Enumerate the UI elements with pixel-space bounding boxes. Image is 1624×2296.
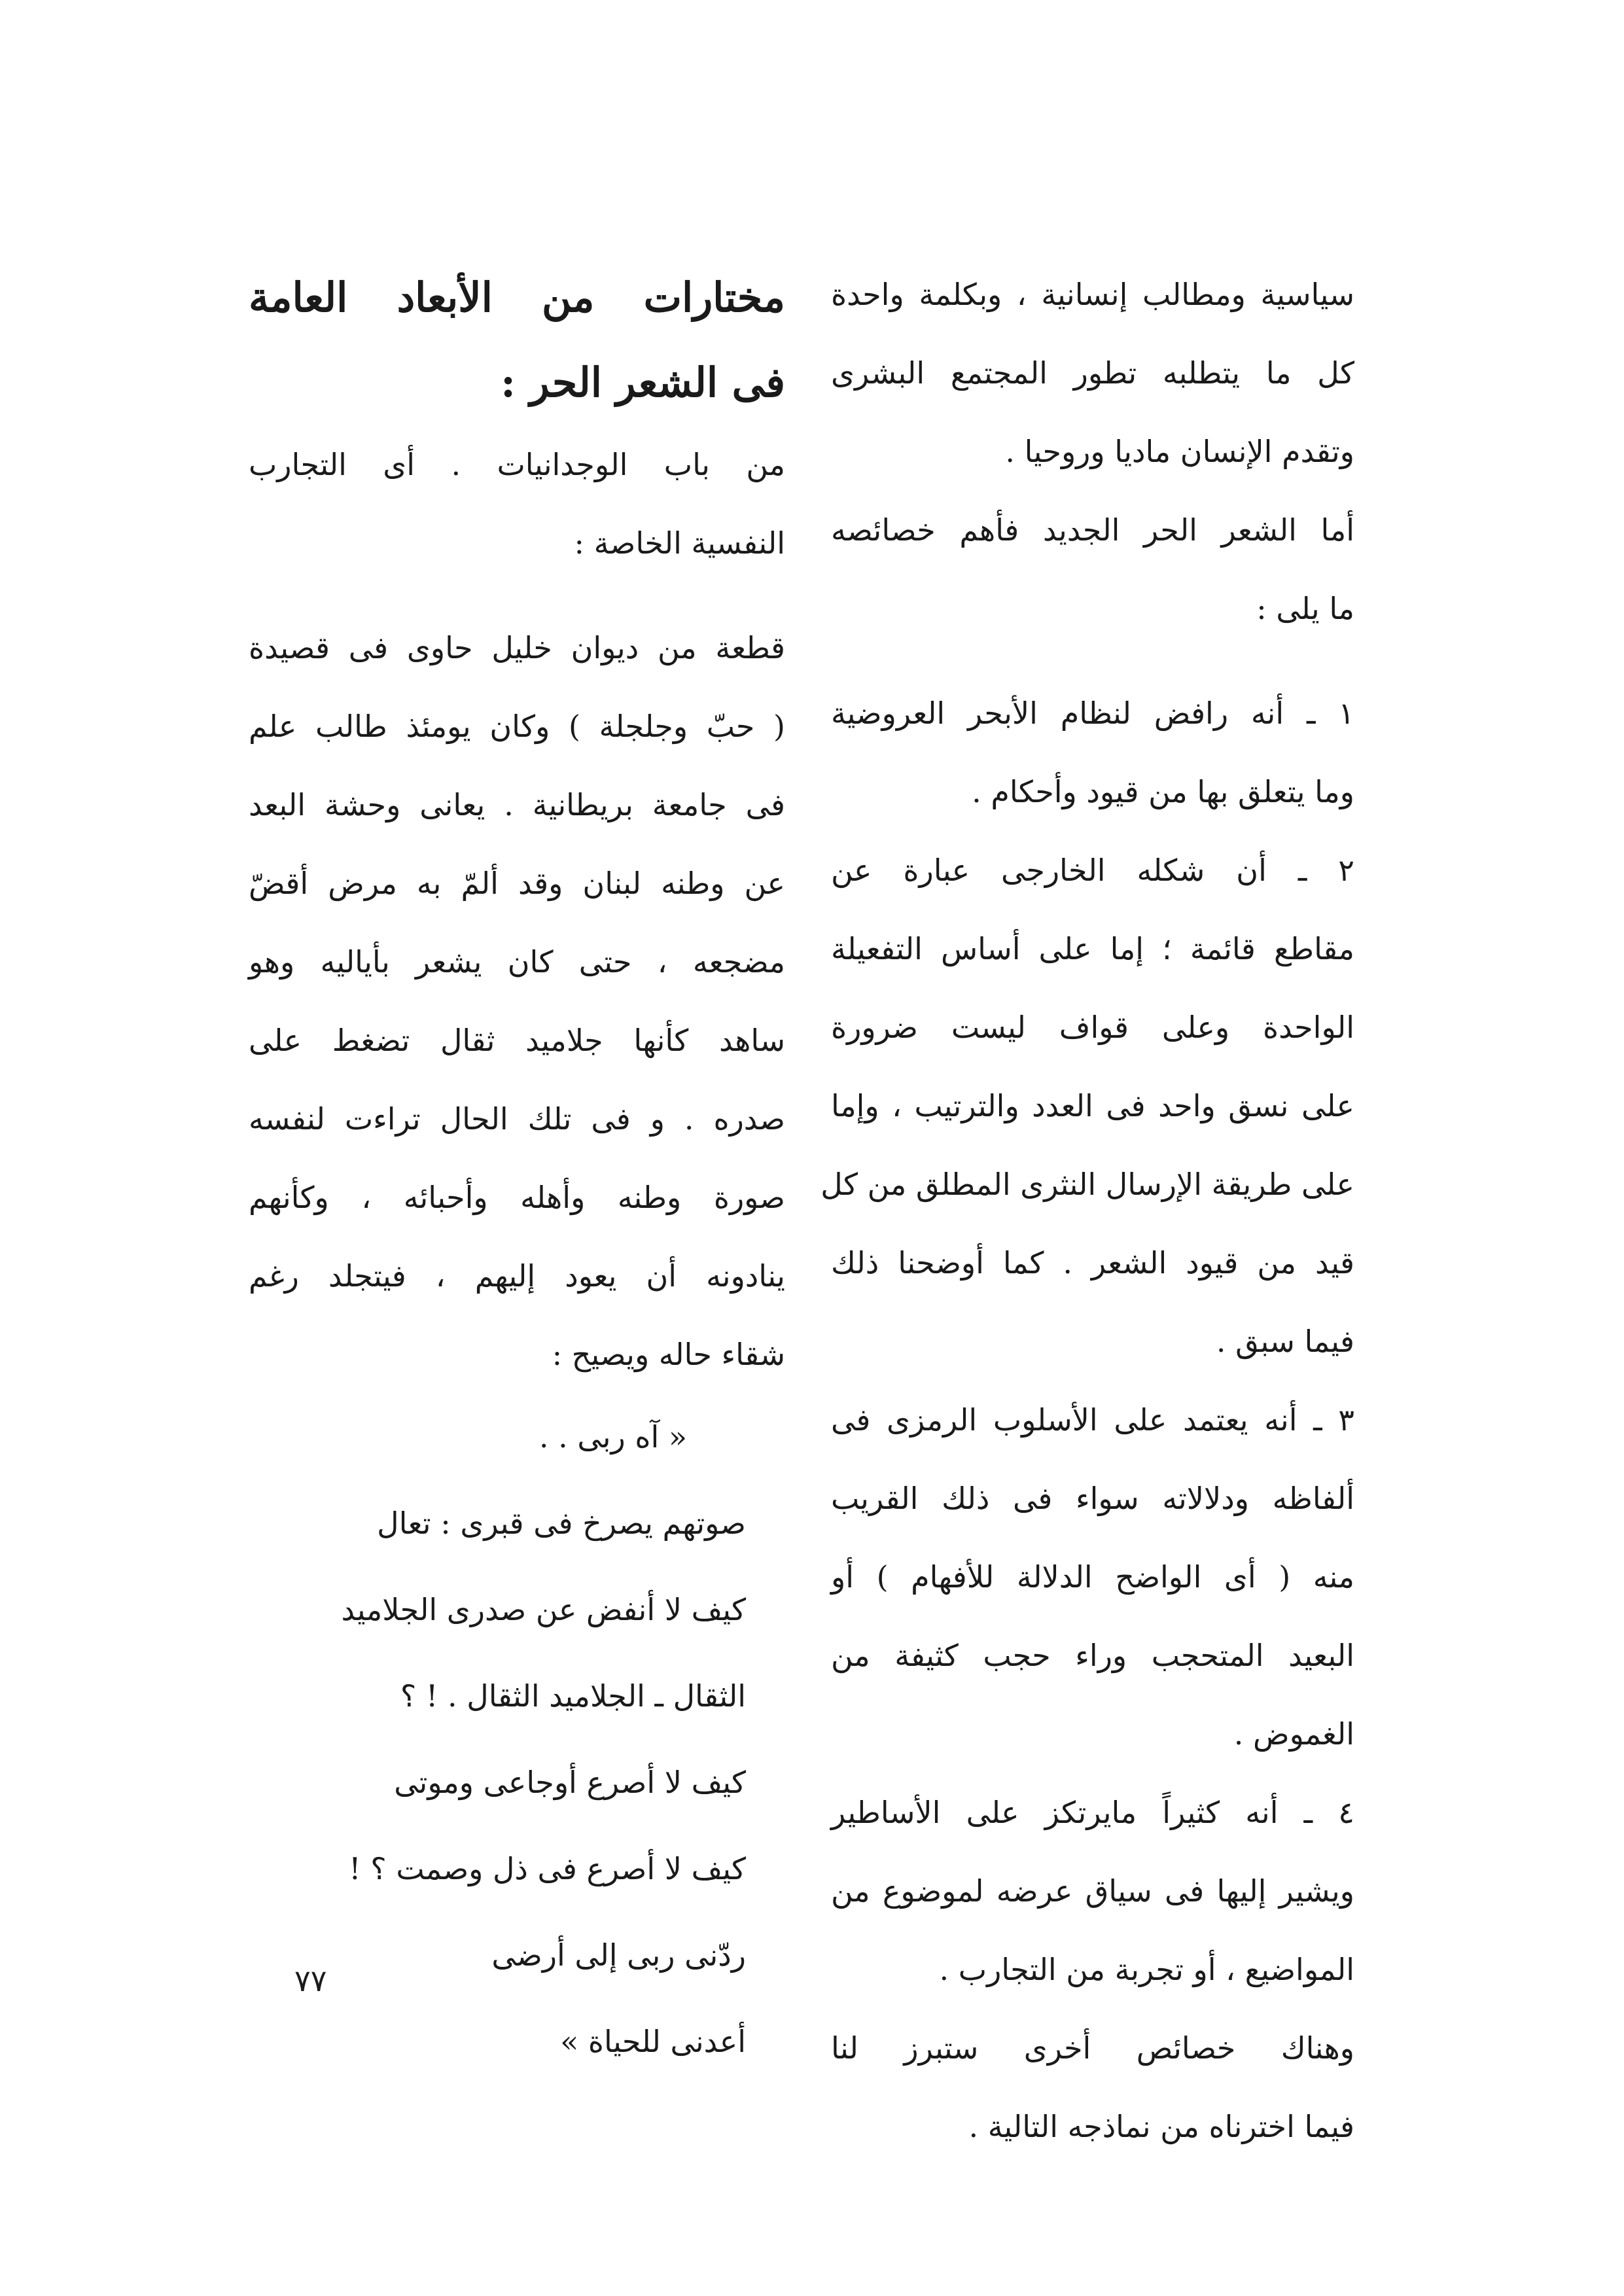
text-line: وما يتعلق بها من قيود وأحكام . [972, 774, 1354, 809]
text-line: فيما سبق . [1216, 1324, 1354, 1359]
text-line: سياسية ومطالب إنسانية ، وبكلمة واحدة [831, 277, 1354, 312]
paragraph [831, 1381, 1354, 1773]
paragraph [821, 831, 1354, 1381]
heading-line: مختارات من الأبعاد العامة [249, 274, 785, 321]
text-line: على نسق واحد فى العدد والترتيب ، وإما [831, 1088, 1354, 1123]
poem-verse: كيف لا أصرع أوجاعى وموتى [394, 1765, 746, 1800]
text-line: ينادونه أن يعود إليهم ، فيتجلد رغم [249, 1258, 785, 1294]
text-line: كل ما يتطلبه تطور المجتمع البشرى [831, 355, 1354, 391]
paragraph [831, 2009, 1354, 2166]
text-line: ٣ ـ أنه يعتمد على الأسلوب الرمزى فى [831, 1402, 1354, 1438]
poem-verse: كيف لا أنفض عن صدرى الجلاميد [341, 1592, 746, 1627]
paragraph [831, 255, 1354, 491]
poem-verse: صوتهم يصرخ فى قبرى : تعال [377, 1506, 746, 1541]
text-line: ما يلى : [1256, 591, 1354, 626]
heading-line: فى الشعر الحر : [501, 359, 785, 406]
text-line: الواحدة وعلى قواف ليست ضرورة [831, 1010, 1354, 1045]
text-line: وتقدم الإنسان ماديا وروحيا . [1005, 434, 1354, 469]
text-line: ويشير إليها فى سياق عرضه لموضوع من [831, 1873, 1354, 1909]
text-line: عن وطنه لبنان وقد ألمّ به مرض أقضّ [249, 866, 785, 901]
text-line: مقاطع قائمة ؛ إما على أساس التفعيلة [831, 931, 1354, 966]
paragraph [831, 1773, 1354, 2009]
poem-verse: ردّنى ربى إلى أرضى [491, 1937, 746, 1973]
text-line: من باب الوجدانيات . أى التجارب [249, 447, 785, 482]
text-line: ساهد كأنها جلاميد ثقال تضغط على [249, 1023, 785, 1058]
text-line: شقاء حاله ويصيح : [552, 1337, 785, 1372]
paragraph [249, 609, 785, 1394]
text-line: صدره . و فى تلك الحال تراءت لنفسه [249, 1101, 785, 1137]
paragraph [831, 674, 1354, 831]
text-line: فيما اخترناه من نماذجه التالية . [968, 2109, 1354, 2144]
text-line: الغموض . [1233, 1716, 1354, 1752]
text-line: النفسية الخاصة : [574, 525, 785, 561]
poem [249, 1394, 785, 2085]
page-number: ٧٧ [294, 1963, 327, 1998]
right-column [821, 255, 1354, 2166]
text-line: البعيد المتحجب وراء حجب كثيفة من [831, 1638, 1354, 1673]
text-line: وهناك خصائص أخرى ستبرز لنا [831, 2030, 1354, 2066]
text-line: على طريقة الإرسال النثرى المطلق من كل [821, 1167, 1354, 1202]
poem-verse: « آه ربى . . [538, 1419, 687, 1455]
text-line: ٢ ـ أن شكله الخارجى عبارة عن [831, 853, 1354, 888]
text-line: منه ( أى الواضح الدلالة للأفهام ) أو [831, 1559, 1354, 1595]
left-column [249, 255, 785, 2085]
intro [249, 425, 785, 582]
text-line: صورة وطنه وأهله وأحبائه ، وكأنهم [249, 1180, 785, 1215]
text-line: فى جامعة بريطانية . يعانى وحشة البعد [249, 787, 785, 822]
text-line: ( حبّ وجلجلة ) وكان يومئذ طالب علم [249, 709, 785, 744]
paragraph [831, 491, 1354, 648]
poem-verse: أعدنى للحياة » [560, 2024, 746, 2059]
text-line: مضجعه ، حتى كان يشعر بأياليه وهو [249, 944, 785, 980]
text-line: ٤ ـ أنه كثيراً مايرتكز على الأساطير [831, 1795, 1354, 1830]
poem-verse: الثقال ـ الجلاميد الثقال . ! ؟ [400, 1678, 746, 1714]
text-line: المواضيع ، أو تجربة من التجارب . [939, 1952, 1354, 1987]
text-line: ألفاظه ودلالاته سواء فى ذلك القريب [831, 1481, 1354, 1516]
text-line: أما الشعر الحر الجديد فأهم خصائصه [831, 512, 1354, 548]
text-line: قطعة من ديوان خليل حاوى فى قصيدة [249, 630, 785, 665]
text-line: ١ ـ أنه رافض لنظام الأبحر العروضية [831, 696, 1354, 731]
text-line: قيد من قيود الشعر . كما أوضحنا ذلك [831, 1245, 1354, 1280]
poem-verse: كيف لا أصرع فى ذل وصمت ؟ ! [349, 1851, 746, 1886]
section-heading [249, 255, 785, 425]
